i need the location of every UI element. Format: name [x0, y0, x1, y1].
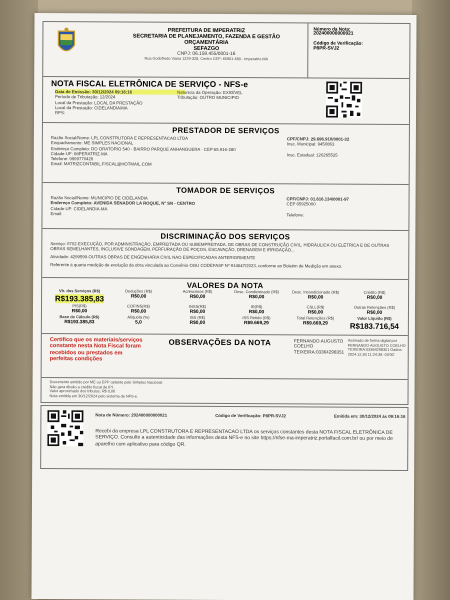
- services-title: DISCRIMINAÇÃO DOS SERVIÇOS: [160, 231, 291, 242]
- values-cell: R$0,00: [189, 295, 206, 301]
- verification-code-label: Código de Verificação:: [313, 40, 363, 47]
- values-grid: [50, 289, 404, 331]
- values-header: Alíquota (%): [127, 314, 150, 320]
- receipt-issued-at: Emitida em: 30/12/2024 às 09:16:16: [333, 413, 406, 419]
- values-header: Acréscimos (R$): [182, 288, 213, 294]
- customer-name: Razão Social/Nome: MUNICIPIO DE CIDELANDIA: [50, 195, 148, 201]
- customer-left-column: [50, 195, 280, 217]
- values-header: Valor Líquido (R$): [357, 315, 392, 321]
- tax-period: Período de Tributação: 12/2024: [55, 94, 116, 100]
- values-header: IR(R$): [250, 303, 263, 309]
- receipt-header: [95, 412, 405, 419]
- values-cell: R$0,00: [130, 294, 147, 300]
- values-cell: R$9.669,29: [302, 321, 328, 327]
- service-location: Local da Prestação: LOCAL DA PRESTAÇÃO: [55, 99, 143, 106]
- secretariat-name: SECRETARIA DE PLANEJAMENTO, FAZENDA E GESTÃO ORÇAMENTÁRIA: [132, 33, 280, 47]
- values-header: COFINS(R$): [127, 303, 150, 309]
- values-header: Outras Retenções (R$): [353, 304, 396, 310]
- values-cell: R$0,00: [366, 295, 383, 302]
- header-section: [43, 22, 409, 79]
- note-line: Valor aproximado dos tributos: R$ 0,00: [49, 389, 116, 394]
- provider-title: PRESTADOR DE SERVIÇOS: [172, 125, 280, 136]
- note-line: Não gera direito a crédito fiscal de IPI.: [49, 384, 114, 390]
- provider-regime: Enquadramento: ME SIMPLES NACIONAL: [50, 140, 134, 146]
- verification-code: P8PR-SVJ2: [313, 46, 340, 52]
- service-description: Serviço: 0702-EXECUÇÃO, POR ADMINISTRAÇÃO, EMPREITADA OU SUBEMPREITADA, DE OBRAS DE CONSTRUÇÃO CIVIL, HIDRÁULICA OU ELÉTRICA E DE OUTRAS OBRAS SEMELHANTES, INCLUSIVE SONDAGEM, PERFURAÇÃO DE POÇOS, ESCAVAÇÃO, DRENAGEM E IRRIGAÇÃO...: [50, 241, 390, 253]
- rps: RPS:: [55, 110, 66, 116]
- receipt-invoice-number: Nota de Número: 202400000000021: [95, 412, 168, 418]
- customer-cnpj: CPF/CNPJ: 01.616.134/0001-97: [286, 196, 349, 202]
- receipt-body: [95, 428, 395, 448]
- provider-right-column: [287, 136, 405, 158]
- values-cell: R$193.385,83: [64, 320, 95, 326]
- service-reference: Referente à quarta medição de evolução da obra vinculada ao Convênio OGU CODEFASF Nº 914647/2023, conforme ao Boletim de Medição em anexo.: [50, 261, 343, 269]
- values-section: [42, 278, 408, 336]
- service-activity: Atividade: 4299599-OUTRAS OBRAS DE ENGENHARIA CIVIL NAO ESPECIFICADAS ANTERIORMENTE: [50, 253, 256, 260]
- customer-city: Cidade-UF: CIDELANDIA-MA: [50, 205, 108, 211]
- secretariat-acronym: SEFAZGO: [193, 45, 220, 52]
- values-header: Base de Cálculo (R$): [59, 314, 100, 320]
- provider-email: Email: MATRIZCONTABIL.FISCAL@HOTMAIL.COM: [50, 161, 152, 168]
- city-hall-cnpj: CNPJ: 06.158.455/0001-16: [177, 51, 236, 58]
- service-value-highlight: [50, 294, 109, 303]
- provider-address: Endereço Completo: DO ORATORIO 540 - BAIRRO PARQUE ANHANGUERA - CEP:65.916-280: [50, 145, 236, 152]
- customer-address: Endereço Completo: AVENIDA SENADOR LA ROQUE, Nº SN - CENTRO: [50, 200, 196, 207]
- qr-code-icon: [326, 82, 362, 118]
- signature-name-box: [294, 338, 346, 354]
- customer-section: [42, 183, 408, 231]
- customer-email: Email:: [50, 210, 63, 217]
- nfse-title: NOTA FISCAL ELETRÔNICA DE SERVIÇO - NFS-e: [51, 79, 249, 90]
- values-cell: R$0,00: [366, 310, 383, 316]
- customer-right-column: [286, 196, 404, 218]
- net-value: R$183.716,54: [349, 321, 399, 332]
- notes-list: [50, 380, 390, 400]
- values-cell: R$0,00: [248, 295, 265, 301]
- city-hall-name: PREFEITURA DE IMPERATRIZ: [167, 27, 246, 35]
- receipt-verification-code: Código de Verificação: P8PR-SVJ2: [215, 412, 286, 419]
- values-header: ISS Retido (R$): [242, 315, 271, 321]
- values-cell: R$0,00: [248, 310, 265, 316]
- provider-city: Cidade-UF: IMPERATRIZ-MA: [50, 150, 108, 157]
- provider-section: [43, 123, 409, 185]
- values-cell: R$0,00: [307, 310, 324, 316]
- values-header: Total Retenções (R$): [296, 315, 335, 321]
- provider-name: Razão Social/Nome: LPL CONSTRUTORA E REPRESENTACAO LTDA: [50, 135, 189, 141]
- customer-zip: CEP 65925000: [286, 201, 316, 207]
- background-right: [412, 0, 450, 600]
- values-cell: R$0,00: [189, 321, 206, 327]
- services-body: [50, 241, 402, 269]
- signature-note-box: [348, 339, 406, 358]
- values-header: Desc. Condicionado (R$): [234, 289, 279, 295]
- invoice-number: 202400000000021: [313, 31, 354, 38]
- values-header: PIS(R$): [72, 302, 87, 308]
- signature-note: Assinado de forma digital por FERNANDO AUGUSTO COELHO TEIXEIRA:03364298351 Dados: 2024.12.30 11:24:38 -03'00': [347, 338, 406, 357]
- nfse-dates: [55, 89, 185, 116]
- city-hall-info: [121, 27, 291, 62]
- customer-phone: Telefone:: [286, 211, 304, 218]
- receipt-text: Recebi da empresa LPL CONSTRUTORA E REPRESENTACAO LTDA os serviços constantes desta NOTA FISCAL ELETRÔNICA DE SERVIÇO. Consulte a autenticidade das informações desta NFS-e no site https://nfse-ma-imperatriz.portalfacil.com.br/ ou por meio de aparelho com aplicativo para código QR.: [95, 428, 393, 448]
- invoice-number-label: Número da Nota:: [313, 26, 351, 32]
- incidence-location: Local da Prestação: CIDELANDIA/MA: [55, 105, 128, 111]
- issue-date: Data de Emissão: 30/12/2024 09:16:16: [55, 89, 185, 95]
- provider-state-registration: Insc. Estadual: 126265525: [286, 151, 338, 158]
- values-title: VALORES DA NOTA: [186, 280, 264, 291]
- observations-section: [42, 334, 408, 380]
- values-cell: R$0,00: [189, 309, 206, 315]
- qr-code-icon: [47, 410, 83, 446]
- invoice-document: [40, 21, 410, 405]
- values-cell: R$0,00: [307, 295, 324, 301]
- values-header: Deduções (R$): [125, 288, 153, 294]
- note-line: Documento emitido por ME ou EPP optante pelo Simples Nacional.: [49, 380, 163, 385]
- provider-left-column: [51, 135, 281, 168]
- values-cell: R$0,00: [71, 309, 88, 315]
- certification-text: Certifico que os materiais/serviços constante nesta Nota Fiscal foram recebidos ou prestados em perfeitas condições: [49, 337, 143, 363]
- values-cell: 5,0: [135, 320, 142, 326]
- values-header: Vlr. dos Serviços (R$): [58, 288, 101, 294]
- values-header: Desc. Incondicionado (R$): [291, 289, 340, 295]
- values-header: Crédito (R$): [363, 289, 386, 295]
- signature-name: FERNANDO AUGUSTO COELHO TEIXEIRA:03364298351: [293, 338, 345, 355]
- values-cell: R$0,00: [130, 309, 147, 315]
- service-value: R$193.385,83: [55, 294, 105, 304]
- nfse-info-section: [43, 77, 409, 125]
- observations-title: OBSERVAÇÕES DA NOTA: [168, 337, 272, 348]
- values-header: INSS(R$): [188, 303, 207, 309]
- provider-phone: Telefone: 9999770426: [50, 156, 94, 162]
- city-hall-address: Rua Godofredo Viana 1229-328, Centro CEP: 65901-480 - Imperatriz-MA: [144, 56, 269, 62]
- operation-nature: Natureza da Operação: EXIGÍVEL: [177, 89, 243, 96]
- invoice-paper: [31, 13, 416, 600]
- values-header: CSLL(R$): [306, 304, 325, 310]
- invoice-number-box: [307, 23, 411, 79]
- provider-municipal-registration: Insc. Municipal: 9450863: [286, 141, 335, 147]
- certification-box: [50, 337, 146, 363]
- city-crest-icon: [55, 27, 77, 57]
- provider-cnpj: CPF/CNPJ: 29.696.910/0001-32: [286, 136, 350, 142]
- nfse-operation: [177, 90, 303, 101]
- taxation: Tributação: OUTRO MUNICIPIO: [177, 95, 240, 101]
- services-section: [42, 229, 408, 280]
- customer-title: TOMADOR DE SERVIÇOS: [176, 185, 275, 196]
- values-header: ISS (R$): [189, 314, 206, 320]
- note-line: Nota emitida em 30/12/2024 pelo sistema de NFS-e.: [49, 393, 138, 399]
- values-cell: R$9.669,29: [243, 321, 269, 327]
- receipt-section: [40, 405, 408, 471]
